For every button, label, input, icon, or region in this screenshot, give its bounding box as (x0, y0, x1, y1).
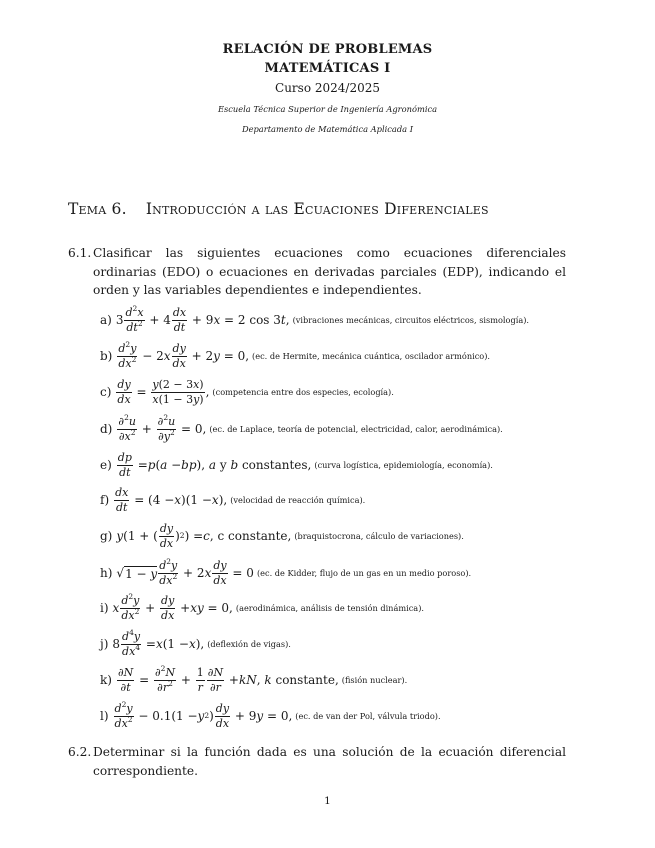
application-note: (fisión nuclear). (341, 675, 408, 685)
equation: $d^2y$ $dx^2$ − 2 x dy dx + 2 y = 0, (118, 339, 250, 370)
section-number: Tema 6. (68, 200, 127, 218)
equation: 3 $d^2x$ $dt^2$ + 4 dx dt + 9 x = 2 cos 3 t , (115, 303, 290, 334)
problem-text: Determinar si la función dada es una solución de la ecuación diferencial correspondiente. (93, 745, 566, 778)
item-label: a) (100, 313, 112, 327)
equation: dy dx = y(2 − 3x) x(1 − 3y) , (117, 377, 210, 406)
equation-item-g (100, 518, 570, 554)
equation-item-l (100, 698, 570, 734)
page-number: 1 (324, 795, 331, 807)
application-note: (braquistocrona, cálculo de variaciones). (294, 531, 464, 541)
document-header (0, 40, 655, 135)
item-label: c) (100, 385, 112, 399)
equation-item-d (100, 411, 570, 447)
equation-item-e (100, 447, 570, 483)
equation-item-f (100, 482, 570, 518)
equation-item-k (100, 662, 570, 698)
equation: dp dt = p ( a − bp ), a y b constantes, (117, 450, 312, 479)
item-label: i) (100, 601, 109, 615)
course-year: Curso 2024/2025 (275, 81, 380, 95)
equation: y (1 + ( dy dx ) 2 ) = c , c constante, (116, 521, 292, 550)
equation-item-i (100, 590, 570, 626)
application-note: (competencia entre dos especies, ecología). (212, 387, 394, 397)
institution: Escuela Técnica Superior de Ingeniería Agronómica (217, 104, 438, 114)
equation-item-a (100, 302, 570, 338)
problem-text: Clasificar las siguientes ecuaciones como ecuaciones diferenciales ordinarias (EDO) o ecuaciones en derivadas parciales (EDP), indicando el orden y las variables dependientes e independientes. (93, 246, 566, 297)
item-label: d) (100, 422, 113, 436)
department: Departamento de Matemática Aplicada I (241, 124, 414, 134)
application-note: (curva logística, epidemiología, economía). (314, 460, 493, 470)
equation: √ 1 − y $d^2y$ $dx^2$ + 2 x dy dx = 0 (116, 556, 254, 587)
section-heading (68, 200, 489, 218)
equation: 8 $d^4y$ $dx^4$ = x (1 − x ), (112, 627, 205, 658)
equation: $d^2y$ $dx^2$ − 0.1(1 − y 2 ) dy dx + 9 y = 0, (114, 699, 293, 730)
item-label: k) (100, 673, 112, 687)
title-line-1: RELACIÓN DE PROBLEMAS (222, 42, 433, 57)
application-note: (velocidad de reacción química). (230, 495, 366, 505)
application-note: (ec. de Hermite, mecánica cuántica, oscilador armónico). (252, 351, 491, 361)
equation: x $d^2y$ $dx^2$ + dy dx + xy = 0, (112, 591, 233, 622)
equation-item-c (100, 374, 570, 410)
application-note: (vibraciones mecánicas, circuitos eléctricos, sismología). (292, 315, 529, 325)
item-label: g) (100, 529, 113, 543)
title-line-2: MATEMÁTICAS I (264, 61, 391, 76)
equation-item-j (100, 626, 570, 662)
equation: ∂N ∂t = ∂$^2$N $\partial r^2$ + 1 r ∂N ∂r + kN , k constante, (117, 663, 339, 694)
item-label: e) (100, 458, 112, 472)
item-label: l) (100, 709, 109, 723)
application-note: (aerodinámica, análisis de tensión dinámica). (235, 603, 424, 613)
section-title: Introducción a las Ecuaciones Diferenciales (145, 200, 489, 218)
equation-item-b (100, 338, 570, 374)
item-label: j) (100, 637, 109, 651)
item-label: f) (100, 493, 110, 507)
equation: ∂$^2$u $\partial x^2$ + ∂$^2$u $\partial y^2$ = 0, (118, 412, 207, 443)
problem-6-1 (68, 244, 566, 300)
problem-number: 6.2. (68, 745, 92, 759)
application-note: (ec. de Laplace, teoría de potencial, electricidad, calor, aerodinámica). (209, 424, 503, 434)
application-note: (ec. de Kidder, flujo de un gas en un medio poroso). (256, 568, 472, 578)
application-note: (deflexión de vigas). (207, 639, 291, 649)
application-note: (ec. de van der Pol, válvula triodo). (295, 711, 441, 721)
item-label: b) (100, 349, 113, 363)
equation-item-h (100, 555, 570, 591)
item-label: h) (100, 566, 113, 580)
equation: dx dt = (4 − x )(1 − x ), (115, 485, 228, 514)
problem-6-2 (68, 743, 566, 780)
problem-number: 6.1. (68, 246, 92, 260)
